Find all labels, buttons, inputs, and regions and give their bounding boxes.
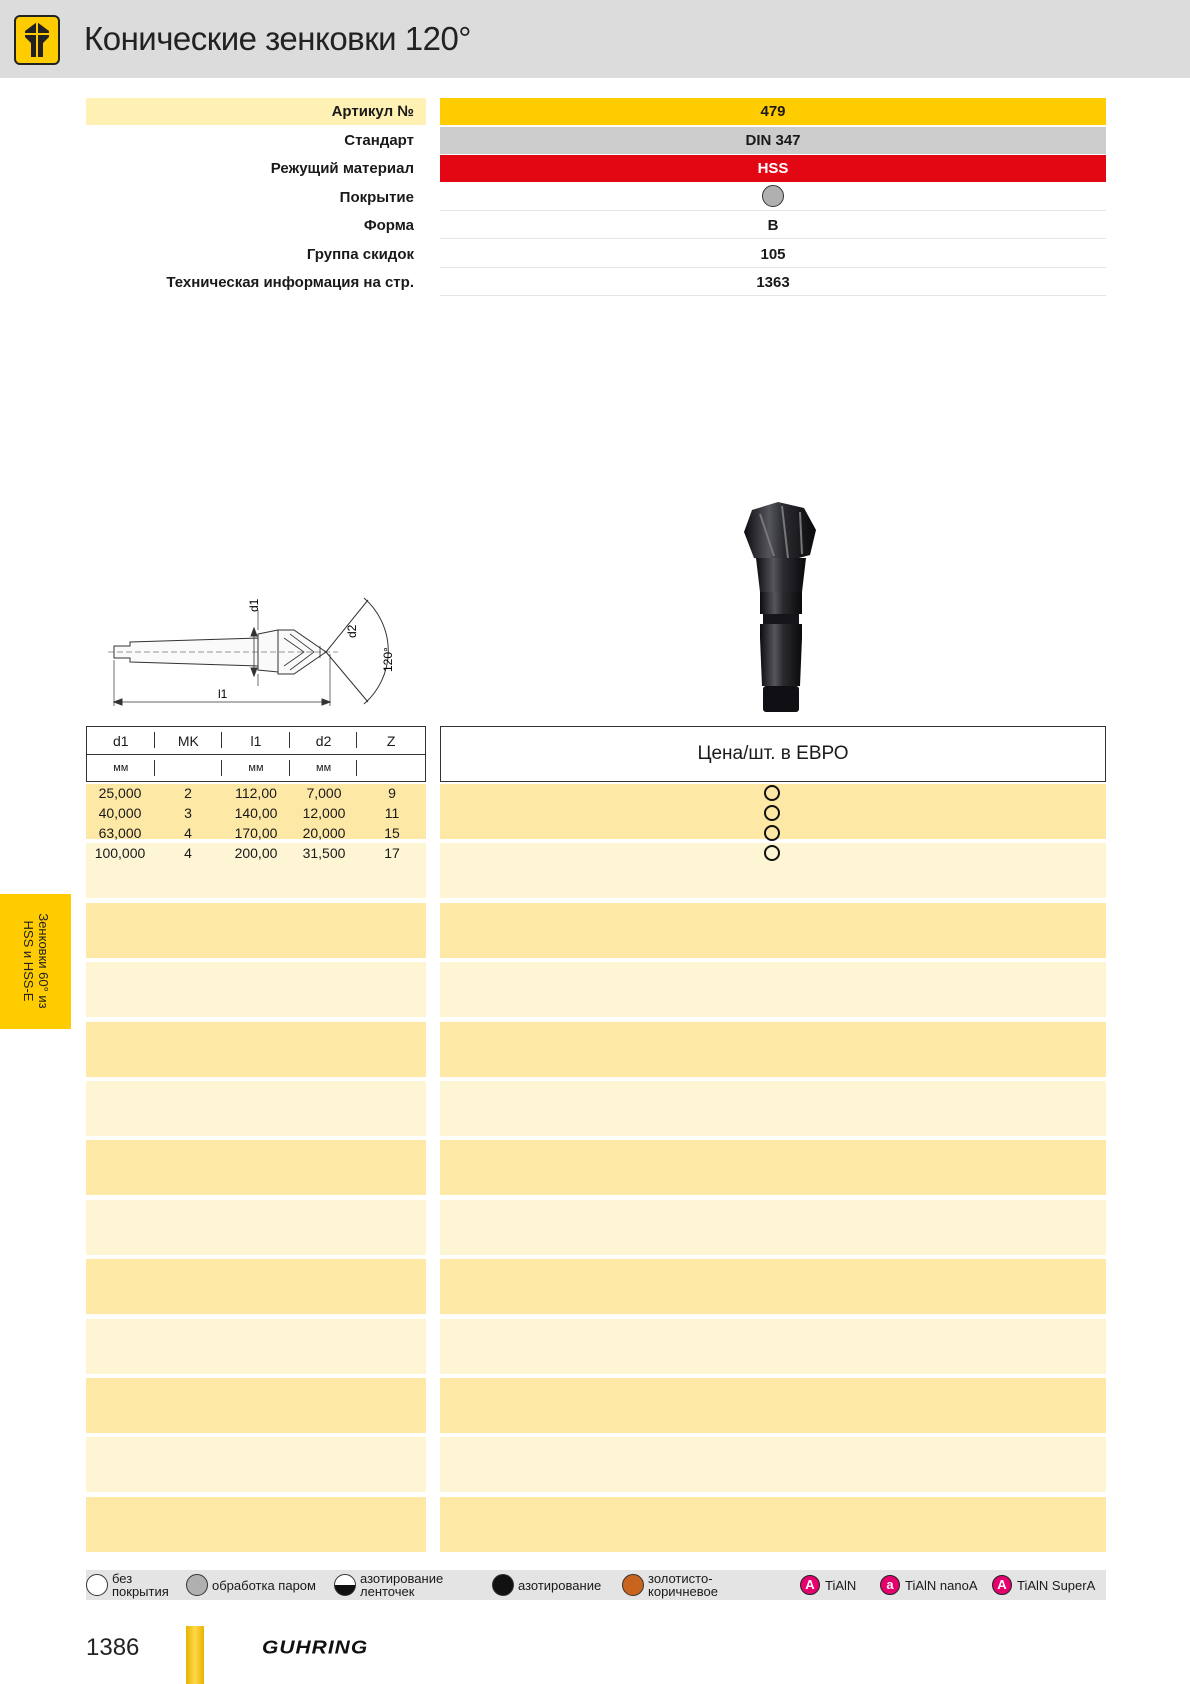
nitrided-icon xyxy=(492,1574,514,1596)
legend-item xyxy=(334,1570,443,1600)
table-band xyxy=(86,1319,426,1374)
table-band xyxy=(440,962,1106,1017)
cell-d2: 20,000 xyxy=(302,825,346,841)
spec-value: DIN 347 xyxy=(440,127,1106,154)
table-band xyxy=(86,1140,426,1195)
dim-label-angle: 120° xyxy=(381,647,395,672)
page-title: Конические зенковки 120° xyxy=(84,20,471,57)
cell-d2: 7,000 xyxy=(306,785,342,801)
table-band xyxy=(86,1259,426,1314)
column-unit: мм xyxy=(290,755,358,781)
legend-line: азотирование xyxy=(360,1571,444,1586)
legend-item xyxy=(880,1570,978,1600)
cell-mk: 2 xyxy=(184,785,192,801)
legend-text: обработка паром xyxy=(212,1577,316,1593)
table-band xyxy=(86,1081,426,1136)
spec-table xyxy=(86,98,1106,298)
dimension-unit-row xyxy=(87,755,425,781)
cell-z: 9 xyxy=(388,785,396,801)
cell-l1: 170,00 xyxy=(234,825,278,841)
cell-mk: 4 xyxy=(184,845,192,861)
technical-drawing xyxy=(108,590,428,715)
spec-label: Артикул № xyxy=(86,98,426,125)
column-header: Z xyxy=(386,733,396,749)
column-unit: мм xyxy=(222,755,290,781)
table-row xyxy=(86,823,426,843)
available-circle-icon xyxy=(764,845,780,861)
cell-z: 11 xyxy=(384,805,400,821)
spec-label: Группа скидок xyxy=(306,245,414,263)
column-header: l1 xyxy=(222,727,290,754)
column-unit xyxy=(155,755,223,781)
gold-brown-icon xyxy=(622,1574,644,1596)
table-band xyxy=(440,1200,1106,1255)
table-band xyxy=(440,1319,1106,1374)
dim-label-d2: d2 xyxy=(345,624,359,638)
legend-line: без xyxy=(112,1571,133,1586)
table-band xyxy=(86,903,426,958)
spec-label: Форма xyxy=(363,217,414,234)
cell-d1: 63,000 xyxy=(98,825,142,841)
legend-line: золотисто- xyxy=(648,1571,713,1586)
legend-item xyxy=(992,1570,1095,1600)
legend-text xyxy=(648,1572,718,1598)
legend-item xyxy=(800,1570,856,1600)
spec-row-discount-group xyxy=(86,241,1106,270)
countersink-icon xyxy=(14,15,60,65)
spec-row-standard xyxy=(86,127,1106,156)
legend-item xyxy=(186,1570,316,1600)
page-header xyxy=(0,0,1190,78)
cell-mk: 4 xyxy=(184,825,192,841)
spec-row-tech-info xyxy=(86,269,1106,298)
legend-text: TiAlN SuperA xyxy=(1017,1577,1096,1593)
spec-value: 105 xyxy=(440,241,1106,268)
cell-l1: 112,00 xyxy=(235,785,277,801)
dimension-table-header xyxy=(86,726,426,782)
side-tab-line: Зенковки 60° из xyxy=(36,913,51,1009)
dimension-header-row xyxy=(87,727,425,755)
column-header: d2 xyxy=(290,727,358,754)
spec-label: Покрытие xyxy=(339,188,414,206)
cell-l1: 140,00 xyxy=(234,805,278,821)
steam-treated-icon xyxy=(762,185,784,207)
page-number: 1386 xyxy=(86,1634,140,1661)
spec-label: Стандарт xyxy=(344,131,414,149)
spec-row-coating xyxy=(86,184,1106,213)
legend-text: TiAlN nanoA xyxy=(905,1577,978,1593)
cell-z: 15 xyxy=(384,825,400,841)
cell-mk: 3 xyxy=(184,805,192,821)
brand-logo: GUHRING xyxy=(262,1637,369,1658)
table-band xyxy=(86,1378,426,1433)
tialn-badge-icon: A xyxy=(800,1575,820,1595)
side-tab-label xyxy=(21,913,51,1008)
column-unit xyxy=(357,755,425,781)
table-band xyxy=(86,1437,426,1492)
price-header: Цена/шт. в ЕВРО xyxy=(440,726,1106,782)
table-band xyxy=(86,962,426,1017)
spec-value xyxy=(440,184,1106,211)
legend-line: ленточек xyxy=(360,1584,415,1599)
cell-z: 17 xyxy=(384,845,400,861)
table-row xyxy=(86,803,426,823)
legend-text: азотирование xyxy=(518,1577,602,1593)
cell-d2: 31,500 xyxy=(302,845,346,861)
table-band xyxy=(440,1140,1106,1195)
side-tab-line: HSS и HSS-E xyxy=(21,920,36,1002)
cell-d1: 25,000 xyxy=(98,785,142,801)
legend-line: коричневое xyxy=(648,1584,718,1599)
table-band xyxy=(440,1259,1106,1314)
spec-label: Режущий материал xyxy=(270,160,414,177)
section-side-tab[interactable] xyxy=(0,894,71,1029)
legend-item xyxy=(622,1570,718,1600)
spec-label: Техническая информация на стр. xyxy=(166,274,414,291)
legend-line: покрытия xyxy=(112,1584,169,1599)
available-circle-icon xyxy=(764,785,780,801)
available-circle-icon xyxy=(764,805,780,821)
legend-text xyxy=(112,1572,169,1598)
table-band xyxy=(440,1437,1106,1492)
cell-d2: 12,000 xyxy=(302,805,346,821)
table-band xyxy=(440,1081,1106,1136)
spec-value: HSS xyxy=(440,155,1106,182)
table-band xyxy=(440,1497,1106,1552)
coating-legend xyxy=(86,1570,1106,1600)
spec-row-article xyxy=(86,98,1106,127)
cell-d1: 40,000 xyxy=(98,805,142,821)
legend-text: TiAlN xyxy=(825,1577,857,1593)
legend-text xyxy=(360,1572,443,1598)
table-band xyxy=(86,1200,426,1255)
footer-accent-bar xyxy=(186,1626,204,1684)
spec-value: 1363 xyxy=(440,269,1106,296)
available-circle-icon xyxy=(764,825,780,841)
cell-l1: 200,00 xyxy=(234,845,278,861)
table-band xyxy=(440,1022,1106,1077)
spec-row-form xyxy=(86,212,1106,241)
column-unit: мм xyxy=(87,755,155,781)
spec-value: 479 xyxy=(440,98,1106,125)
table-row xyxy=(86,783,426,803)
column-header: MK xyxy=(155,727,223,754)
land-nitrided-icon xyxy=(334,1574,356,1596)
steam-treated-icon xyxy=(186,1574,208,1596)
table-band xyxy=(86,1497,426,1552)
dim-label-d1: d1 xyxy=(247,598,261,612)
tialn-super-badge-icon: A xyxy=(992,1575,1012,1595)
table-band xyxy=(440,1378,1106,1433)
table-band xyxy=(86,1022,426,1077)
cell-d1: 100,000 xyxy=(94,845,146,861)
dim-label-l1: l1 xyxy=(218,687,228,701)
spec-row-material xyxy=(86,155,1106,184)
uncoated-icon xyxy=(86,1574,108,1596)
legend-item xyxy=(492,1570,601,1600)
table-row xyxy=(86,843,426,863)
tialn-nano-badge-icon: a xyxy=(880,1575,900,1595)
table-band xyxy=(440,903,1106,958)
column-header: d1 xyxy=(87,727,155,754)
spec-value: B xyxy=(440,212,1106,239)
product-photo xyxy=(730,500,830,716)
legend-item xyxy=(86,1570,169,1600)
